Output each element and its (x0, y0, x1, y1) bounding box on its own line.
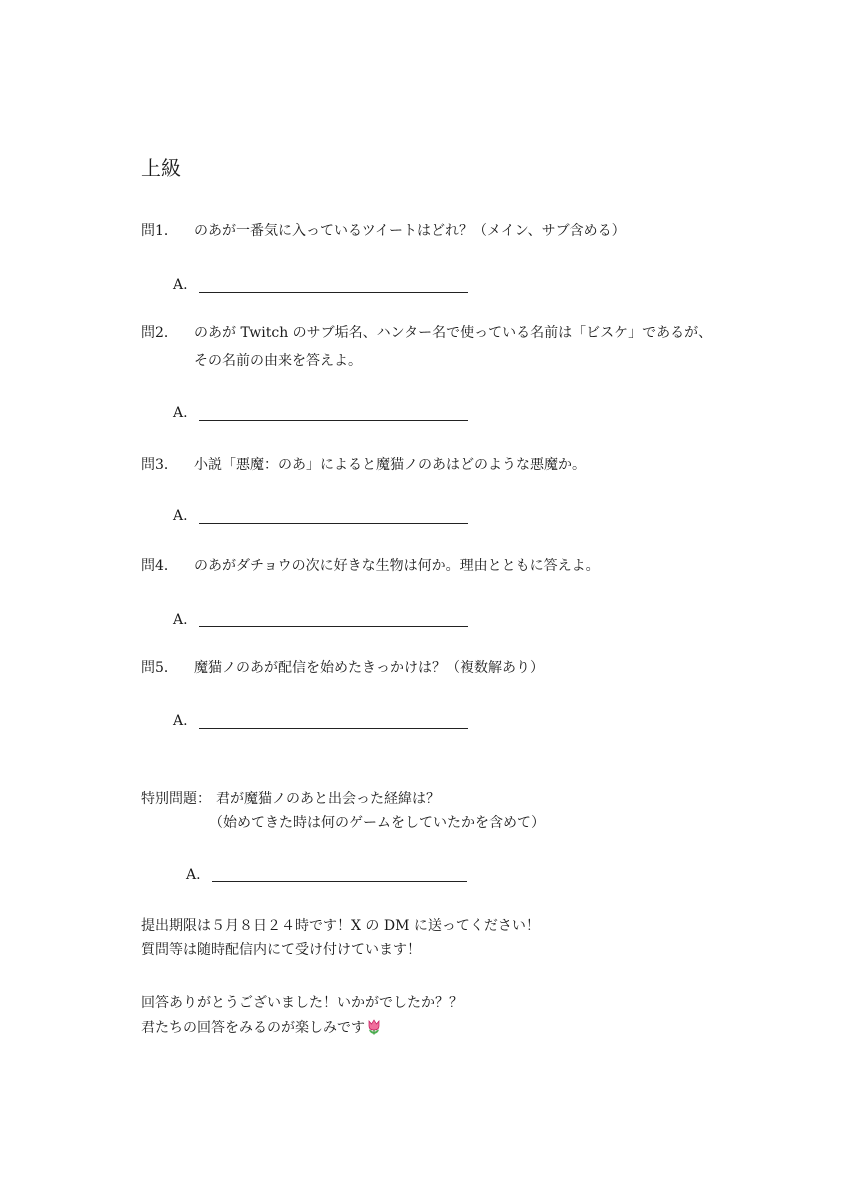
question-4-text: のあがダチョウの次に好きな生物は何か。理由とともに答えよ。 (194, 558, 600, 574)
question-2-number: 問2． (141, 325, 178, 341)
deadline-note: 提出期限は５月８日２４時です！X の DM に送ってください！ (141, 918, 540, 934)
answer-4-label: A. (173, 612, 188, 628)
special-question-text-line2: （始めてきた時は何のゲームをしていたかを含めて） (209, 815, 545, 831)
answer-3-label: A. (173, 508, 188, 524)
closing-note (141, 1018, 382, 1040)
special-answer-label: A. (186, 867, 201, 883)
questions-note: 質問等は随時配信内にて受け付けています！ (141, 942, 421, 958)
answer-2-label: A. (173, 405, 188, 421)
question-5-text: 魔猫ノのあが配信を始めたきっかけは？（複数解あり） (194, 660, 544, 676)
special-question-label: 特別問題： (141, 791, 211, 807)
answer-5-field[interactable] (199, 728, 468, 729)
answer-3-field[interactable] (199, 523, 468, 524)
question-5-number: 問5． (141, 660, 178, 676)
question-3-text: 小説「悪魔：のあ」によると魔猫ノのあはどのような悪魔か。 (194, 457, 586, 473)
question-1-text: のあが一番気に入っているツイートはどれ？（メイン、サブ含める） (194, 223, 626, 239)
question-3-number: 問3． (141, 457, 178, 473)
answer-2-field[interactable] (199, 420, 468, 421)
question-2-text-line1: のあが Twitch のサブ垢名、ハンター名で使っている名前は「ビスケ」であるが、 (194, 325, 713, 341)
page-title: 上級 (141, 156, 181, 180)
question-1-number: 問1． (141, 223, 178, 239)
answer-4-field[interactable] (199, 626, 468, 627)
question-4-number: 問4． (141, 558, 178, 574)
special-answer-field[interactable] (212, 881, 467, 882)
answer-1-label: A. (173, 277, 188, 293)
tulip-icon (366, 1018, 382, 1040)
closing-note-text: 君たちの回答をみるのが楽しみです (141, 1020, 365, 1036)
answer-5-label: A. (173, 713, 188, 729)
answer-1-field[interactable] (199, 292, 468, 293)
question-2-text-line2: その名前の由来を答えよ。 (194, 353, 362, 369)
special-question-text-line1: 君が魔猫ノのあと出会った経緯は？ (216, 791, 440, 807)
thanks-note: 回答ありがとうございました！いかがでしたか？？ (141, 995, 463, 1011)
